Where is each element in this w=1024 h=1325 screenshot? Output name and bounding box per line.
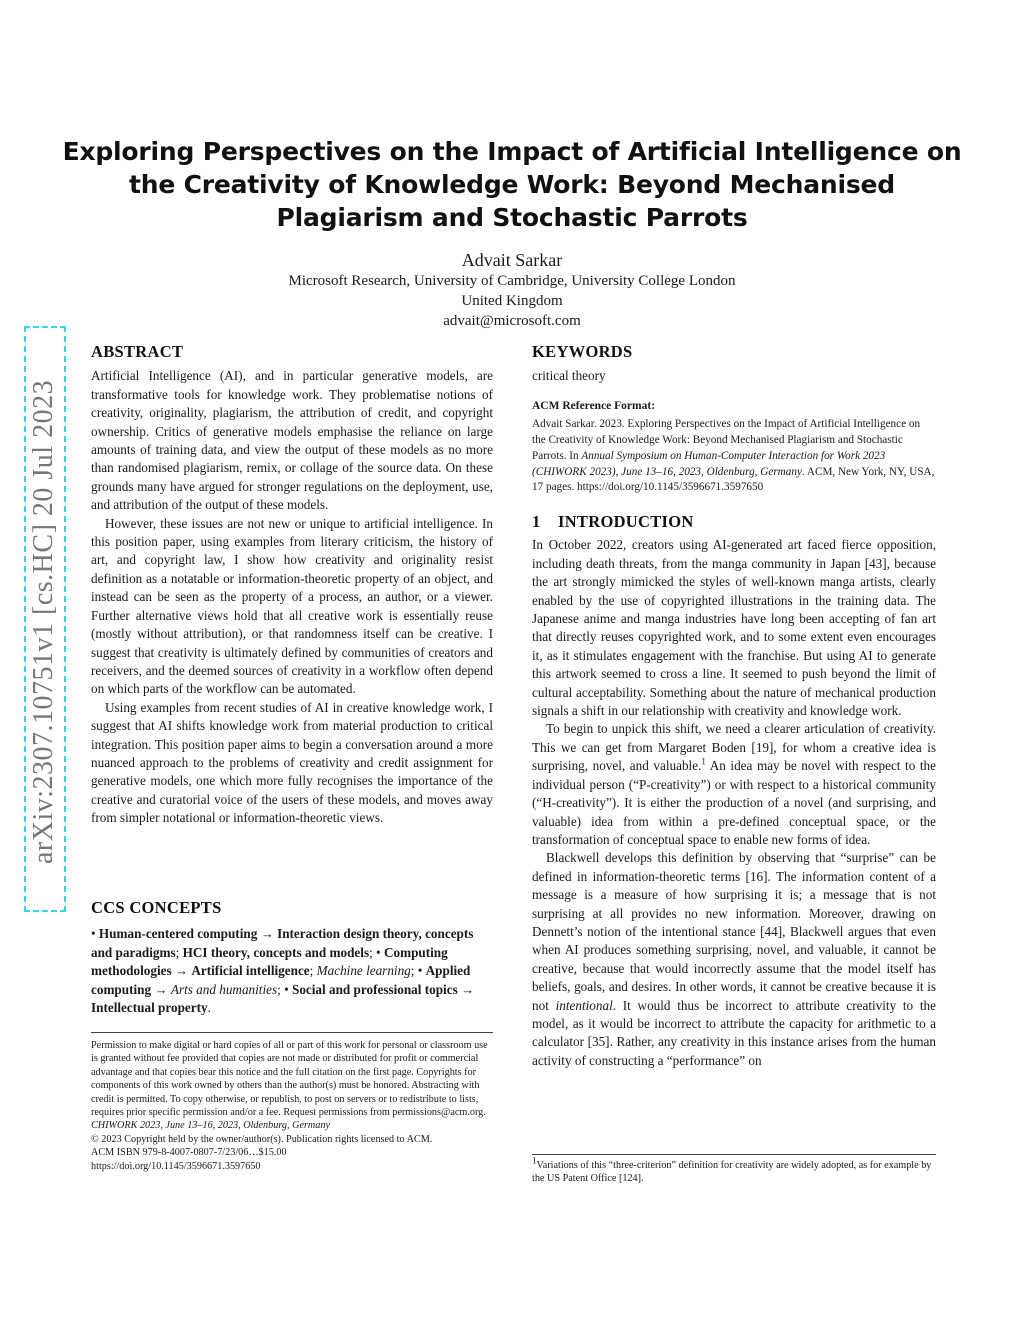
- author-country: United Kingdom: [461, 293, 563, 309]
- abstract-paragraph-2: However, these issues are not new or unique to artificial intelligence. In this position paper, using examples from literary criticism, the history of art, and copyright law, I show how creativity and originality resist definition as a notatable or information-theoretic property of an object, and instead can be seen as the property of a process, an author, or a viewer. Further alternative views hold that all creative work is essentially reuse (mostly without attribution), or that randomness itself can be creative. I suggest that creativity is ultimately defined by communities of creators and receivers, and the deemed sources of creativity in a workflow often depend on which parts of the workflow can be automated.: [91, 515, 493, 697]
- isbn-line: ACM ISBN 979-8-4007-0807-7/23/06…$15.00: [91, 1147, 287, 1159]
- footnote: [532, 1154, 936, 1186]
- ccs-term: Interaction design theory, concepts and paradigms: [91, 926, 474, 960]
- author-name: Advait Sarkar: [461, 250, 563, 270]
- keywords-heading: KEYWORDS: [532, 342, 633, 361]
- footnote-mark: 1: [532, 1155, 537, 1166]
- ccs-concepts-list: • Human-centered computing → Interaction design theory, concepts and paradigms; HCI theory, concepts and models; • Computing methodologies → Artificial intelligence; Machine learning; • Applied computing → Arts and humanities; • Social and professional topics → Intellectual property.: [91, 926, 475, 1016]
- permission-text: Permission to make digital or hard copies of all or part of this work for personal or classroom use is granted without fee provided that copies are not made or distributed for profit or commercial advantage and that copies bear this notice and the full citation on the first page. Copyrights for components of this work owned by others than the author(s) must be honored. Abstracting with credit is permitted. To copy otherwise, or republish, to post on servers or to redistribute to lists, requires prior specific permission and/or a fee. Request permissions from permissions@acm.org.: [91, 1040, 488, 1119]
- keywords-text: critical theory: [532, 368, 606, 384]
- ccs-term: Applied computing: [91, 963, 471, 997]
- introduction-section: [532, 513, 936, 1070]
- footnote-text: Variations of this “three-criterion” definition for creativity are widely adopted, as for example by the US Patent Office [124].: [532, 1160, 932, 1185]
- abstract-paragraph-3: Using examples from recent studies of AI in creative knowledge work, I suggest that AI shifts knowledge work from material production to critical integration. This position paper aims to begin a conversation around a more nuanced approach to the problems of creativity and credit assignment for generative models, one which more fully recognises the importance of the creative and curatorial voice of the users of these models, and moves away from simpler notational or information-theoretic views.: [91, 699, 493, 826]
- ccs-section: [91, 899, 493, 1017]
- right-column: [532, 343, 936, 496]
- footnote-ref[interactable]: 1: [701, 756, 706, 767]
- arxiv-watermark[interactable]: [28, 332, 68, 912]
- ccs-term: Computing methodologies: [91, 944, 448, 979]
- acm-reference: Advait Sarkar. 2023. Exploring Perspectives on the Impact of Artificial Intelligence on the Creativity of Knowledge Work: Beyond Mechanised Plagiarism and Stochastic Parrots. In Annual Symposium on Human-Computer Interaction for Work 2023 (CHIWORK 2023), June 13–16, 2023, Oldenburg, Germany. ACM, New York, NY, USA, 17 pages. https://doi.org/10.1145/3596671.3597650: [532, 418, 935, 494]
- ccs-term: Human-centered computing: [98, 926, 258, 942]
- conference-info: CHIWORK 2023, June 13–16, 2023, Oldenburg, Germany: [91, 1120, 330, 1132]
- ccs-term: Artificial intelligence: [191, 963, 310, 979]
- intro-paragraph-2: To begin to unpick this shift, we need a clearer articulation of creativity. This we can get from Margaret Boden [19], for whom a creative idea is surprising, novel, and valuable.$^1$ An idea may be novel with respect to the individual person (“P-creativity”) or with respect to a historical community (“H-creativity”). It is either the production of a novel (and surprising, and valuable) idea from within a pre-defined conceptual space, or the transformation of conceptual space to enable new forms of idea.: [532, 721, 936, 847]
- permission-notice: [91, 1032, 493, 1173]
- acm-ref-venue: Annual Symposium on Human-Computer Interaction for Work 2023 (CHIWORK 2023), June 13–16, 2023, Oldenburg, Germany: [532, 449, 886, 478]
- abstract-heading: ABSTRACT: [91, 342, 184, 361]
- abstract-paragraph-1: Artificial Intelligence (AI), and in particular generative models, are transformative tools for knowledge work. They problematise notions of creativity, originality, plagiarism, the attribution of credit, and copyright ownership. Critics of generative models emphasise the reliance on large amounts of training data, and view the output of these models as no more than randomised plagiarism, remix, or collage of the source data. On these grounds many have argued for stronger regulations on the deployment, use, and attribution of the output of these models.: [91, 368, 493, 513]
- ccs-term: Intellectual property: [91, 1000, 208, 1016]
- author-email: advait@microsoft.com: [443, 313, 581, 329]
- paper-title: Exploring Perspectives on the Impact of Artificial Intelligence on the Creativity of Knowledge Work: Beyond Mechanised Plagiarism and Stochastic Parrots: [62, 137, 962, 232]
- doi-link[interactable]: https://doi.org/10.1145/3596671.3597650: [91, 1160, 261, 1172]
- intro-paragraph-1: In October 2022, creators using AI-generated art faced fierce opposition, including death threats, from the manga community in Japan [43], because the art strongly mimicked the styles of well-known manga artists, clearly enabled by the use of copyrighted illustrations in the training data. The Japanese anime and manga industries have long been accepting of fan art that directly reuses copyrighted work, and to some extent even encourages it, as it stimulates engagement with the franchise. But using AI to generate this artwork seemed to cross a line. It seemed to push beyond the limit of cultural acceptability. Something about the nature of mechanical production signals a shift in our relationship with creativity and knowledge work.: [532, 537, 936, 719]
- author-affiliation: Microsoft Research, University of Cambridge, University College London: [288, 273, 736, 289]
- copyright-line: © 2023 Copyright held by the owner/author(s). Publication rights licensed to ACM.: [91, 1133, 433, 1145]
- left-column: [91, 343, 493, 828]
- acm-ref-heading: ACM Reference Format:: [532, 399, 656, 412]
- arxiv-watermark-text: arXiv:2307.10751v1 [cs.HC] 20 Jul 2023: [28, 379, 59, 865]
- introduction-heading: 1 INTRODUCTION: [532, 512, 694, 531]
- intro-paragraph-3: Blackwell develops this definition by observing that “surprise” can be defined in information-theoretic terms [16]. The information content of a message is a measure of how surprising it is; a message that is not surprising at all provides no new information. Moreover, drawing on Dennett’s notion of the intentional stance [44], Blackwell argues that even when AI produces something surprising, novel, and valuable, it cannot be creative, because that would incorrectly assume that the model itself has beliefs, goals, and desires. In other words, it cannot be creative because it is not intentional. It would thus be incorrect to attribute creativity to the model, as it would be incorrect to attribute the capacity for arithmetic to a calculator [35]. Rather, any creativity in this instance arises from the human activity of constructing a “performance” on: [532, 850, 936, 1068]
- ccs-heading: CCS CONCEPTS: [91, 898, 222, 917]
- ccs-term: Arts and humanities: [170, 981, 278, 997]
- ccs-term: Social and professional topics: [291, 981, 458, 997]
- ccs-term: Machine learning: [316, 963, 411, 979]
- ccs-term: HCI theory, concepts and models: [182, 944, 370, 960]
